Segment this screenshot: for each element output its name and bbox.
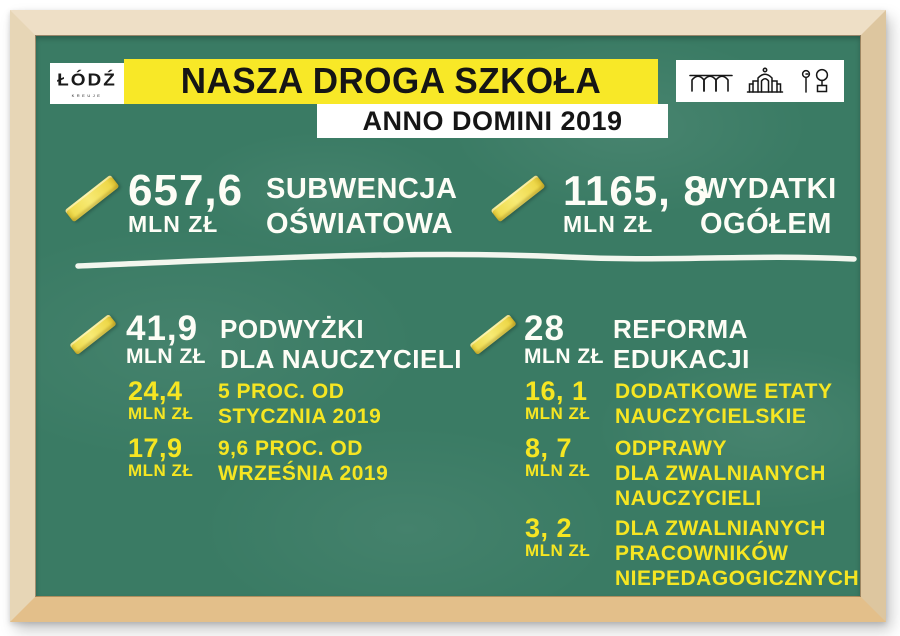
- podwyzki-value: 41,9 MLN ZŁ: [126, 309, 206, 368]
- reforma-item-desc: DODATKOWE ETATY NAUCZYCIELSKIE: [615, 380, 833, 428]
- park-icon: [797, 67, 833, 95]
- reforma-item-value: 8, 7 MLN ZŁ: [525, 433, 591, 480]
- summary-wydatki-unit: MLN ZŁ: [563, 211, 654, 237]
- summary-subwencja-unit: MLN ZŁ: [128, 211, 219, 237]
- reforma-value: 28 MLN ZŁ: [524, 309, 604, 368]
- page-subtitle: ANNO DOMINI 2019: [362, 105, 623, 136]
- page-title: NASZA DROGA SZKOŁA: [180, 61, 602, 101]
- gate-icon: [745, 67, 785, 95]
- summary-subwencja-amount: 657,6: [128, 166, 244, 215]
- podwyzki-label: PODWYŻKI DLA NAUCZYCIELI: [220, 314, 462, 374]
- reforma-item-value: 16, 1 MLN ZŁ: [525, 376, 591, 423]
- viaduct-icon: [688, 67, 734, 95]
- chalk-stick-icon: [69, 314, 116, 355]
- wooden-frame: [10, 10, 886, 622]
- reforma-item-value: 3, 2 MLN ZŁ: [525, 513, 591, 560]
- summary-subwencja-label: SUBWENCJA OŚWIATOWA: [266, 173, 458, 240]
- podwyzki-item-value: 17,9 MLN ZŁ: [128, 433, 194, 480]
- subtitle-banner: [317, 104, 668, 138]
- chalk-stick-icon: [491, 175, 546, 223]
- podwyzki-item-desc: 9,6 PROC. OD WRZEŚNIA 2019: [218, 437, 389, 485]
- reforma-label: REFORMA EDUKACJI: [613, 314, 750, 374]
- reforma-item-desc: ODPRAWY DLA ZWALNIANYCH NAUCZYCIELI: [615, 437, 826, 510]
- lodz-logo-subtext: KREUJE: [71, 92, 103, 98]
- summary-wydatki-label: WYDATKI OGÓŁEM: [700, 173, 837, 240]
- podwyzki-item-value: 24,4 MLN ZŁ: [128, 376, 194, 423]
- chalk-stick-icon: [65, 175, 120, 223]
- reforma-item-desc: DLA ZWALNIANYCH PRACOWNIKÓW NIEPEDAGOGICZNYCH: [615, 517, 860, 590]
- podwyzki-item-desc: 5 PROC. OD STYCZNIA 2019: [218, 380, 382, 428]
- chalk-stick-icon: [469, 314, 516, 355]
- summary-wydatki-amount: 1165, 8: [563, 167, 708, 214]
- lodz-logo: [50, 63, 124, 104]
- chalk-divider-line: [36, 226, 860, 296]
- chalkboard: [36, 36, 860, 596]
- landmark-icons: [676, 60, 844, 102]
- lodz-logo-text: ŁÓDŹ: [57, 70, 117, 90]
- title-banner: [124, 59, 658, 104]
